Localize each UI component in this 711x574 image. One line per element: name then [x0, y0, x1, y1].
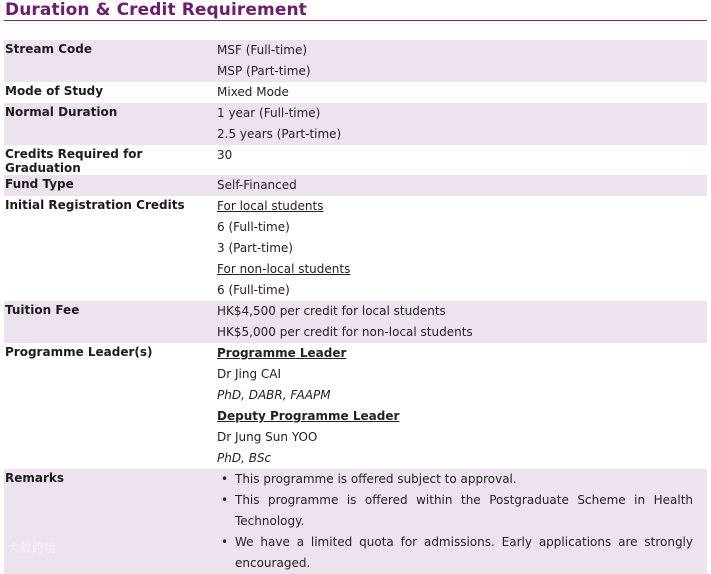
row-value-normal-duration	[212, 103, 707, 145]
value-line: MSP (Part-time)	[217, 64, 311, 78]
deputy-leader-qualifications: PhD, BSc	[217, 451, 272, 465]
row-value-programme-leaders	[212, 343, 707, 469]
table-row	[4, 469, 707, 574]
remarks-list	[217, 469, 707, 574]
table-row	[4, 103, 707, 145]
list-item	[221, 469, 693, 490]
row-label-tuition-fee: Tuition Fee	[4, 301, 212, 343]
requirements-table	[4, 40, 707, 574]
remark-text: We have a limited quota for admissions. Early applications are strongly encouraged.	[235, 535, 693, 570]
deputy-leader-heading: Deputy Programme Leader	[217, 409, 400, 423]
programme-leader-heading: Programme Leader	[217, 346, 347, 360]
remark-text: This programme is offered subject to approval.	[235, 472, 517, 486]
value-line: Self-Financed	[217, 178, 297, 192]
row-label-programme-leaders: Programme Leader(s)	[5, 345, 153, 359]
table-row	[4, 40, 707, 82]
section-title: Duration & Credit Requirement	[5, 0, 307, 20]
row-label-fund-type: Fund Type	[4, 175, 212, 196]
row-value-credits-required	[212, 145, 707, 175]
table-row	[4, 196, 707, 301]
programme-leader-name: Dr Jing CAI	[217, 367, 282, 381]
bullet-icon: •	[221, 493, 229, 507]
table-row	[4, 82, 707, 103]
row-value-remarks	[212, 469, 707, 574]
list-item	[221, 532, 693, 574]
local-students-heading: For local students	[217, 199, 324, 213]
nonlocal-students-heading: For non-local students	[217, 262, 351, 276]
value-line: Mixed Mode	[217, 85, 289, 99]
row-label-stream-code: Stream Code	[4, 40, 212, 82]
value-line: HK$5,000 per credit for non-local students	[217, 325, 473, 339]
deputy-leader-name: Dr Jung Sun YOO	[217, 430, 318, 444]
row-label-remarks: Remarks	[4, 469, 212, 574]
value-line: 2.5 years (Part-time)	[217, 127, 342, 141]
row-label-credits-required: Credits Required for Graduation	[5, 147, 143, 175]
value-line: 3 (Part-time)	[217, 241, 293, 255]
row-value-stream-code	[212, 40, 707, 82]
list-item	[221, 490, 693, 532]
row-value-fund-type	[212, 175, 707, 196]
bullet-icon: •	[221, 535, 229, 549]
table-row	[4, 175, 707, 196]
watermark: 大数跨境	[8, 541, 57, 555]
title-divider	[4, 20, 707, 21]
table-row	[4, 145, 707, 175]
programme-leader-qualifications: PhD, DABR, FAAPM	[217, 388, 331, 402]
row-label-initial-registration: Initial Registration Credits	[5, 198, 185, 212]
remark-text: This programme is offered within the Postgraduate Scheme in Health Technology.	[235, 493, 693, 528]
value-line: 6 (Full-time)	[217, 283, 290, 297]
table-row	[4, 343, 707, 469]
value-line: 30	[217, 148, 233, 162]
bullet-icon: •	[221, 472, 229, 486]
row-value-tuition-fee	[212, 301, 707, 343]
row-label-mode-of-study: Mode of Study	[5, 84, 104, 98]
table-row	[4, 301, 707, 343]
row-value-initial-registration	[212, 196, 707, 301]
row-label-normal-duration: Normal Duration	[4, 103, 212, 145]
value-line: HK$4,500 per credit for local students	[217, 304, 446, 318]
value-line: 1 year (Full-time)	[217, 106, 321, 120]
value-line: 6 (Full-time)	[217, 220, 290, 234]
value-line: MSF (Full-time)	[217, 43, 308, 57]
row-value-mode-of-study	[212, 82, 707, 103]
